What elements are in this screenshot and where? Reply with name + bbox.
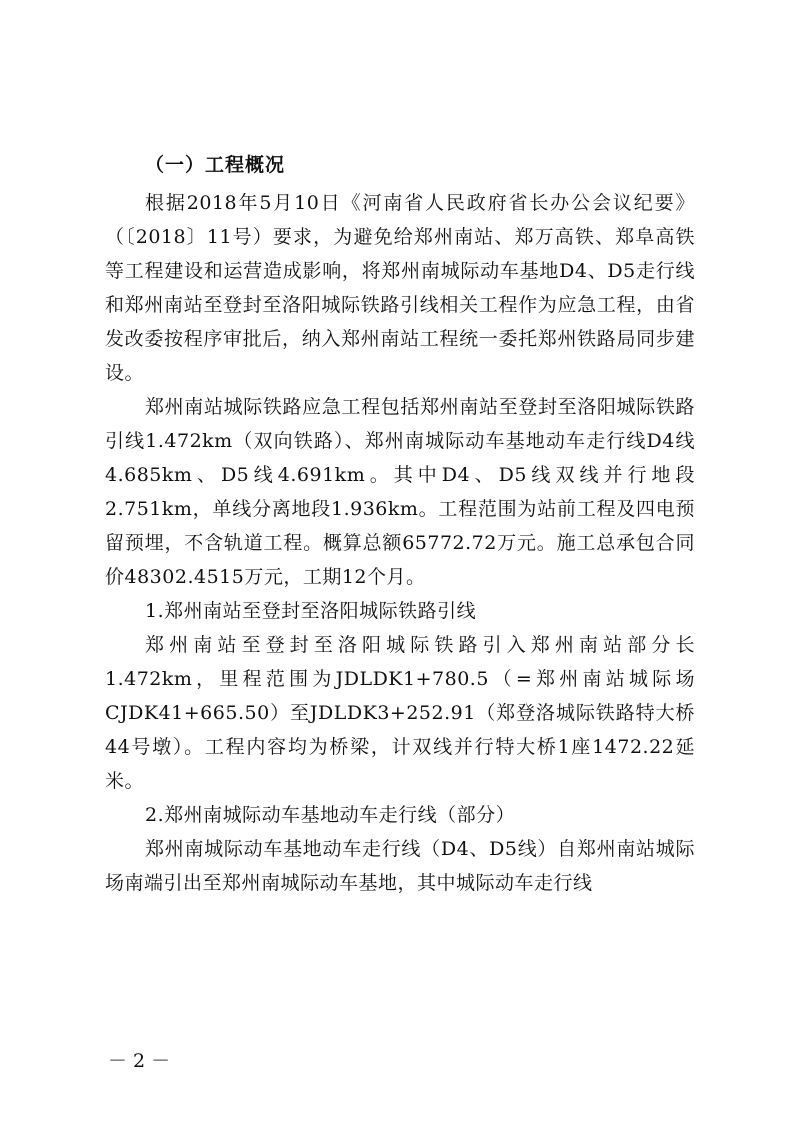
subsection-heading-2: 2.郑州南城际动车基地动车走行线（部分）: [145, 804, 516, 826]
subsection-body-1: 郑州南站至登封至洛阳城际铁路引入郑州南站部分长1.472km，里程范围为JDLDK1+780.5（=郑州南站城际场CJDK41+665.50）至JDLDK3+252.91（郑登洛城际铁路特大桥44号墩）。工程内容均为桥梁，计双线并行特大桥1座1472.22延米。: [105, 634, 695, 792]
section-heading: （一）工程概况: [145, 154, 286, 176]
subsection-body-2: 郑州南城际动车基地动车走行线（D4、D5线）自郑州南站城际场南端引出至郑州南城际动车基地，其中城际动车走行线: [105, 838, 695, 894]
page-number: －2－: [108, 1050, 177, 1072]
subsection-heading-1: 1.郑州南站至登封至洛阳城际铁路引线: [145, 600, 477, 622]
paragraph-background: 根据2018年5月10日《河南省人民政府省长办公会议纪要》（〔2018〕11号）要求，为避免给郑州南站、郑万高铁、郑阜高铁等工程建设和运营造成影响，将郑州南城际动车基地D4、D5走行线和郑州南站至登封至洛阳城际铁路引线相关工程作为应急工程，由省发改委按程序审批后，纳入郑州南站工程统一委托郑州铁路局同步建设。: [105, 192, 695, 384]
paragraph-scope: 郑州南站城际铁路应急工程包括郑州南站至登封至洛阳城际铁路引线1.472km（双向铁路）、郑州南城际动车基地动车走行线D4线4.685km、D5线4.691km。其中D4、D5线双线并行地段2.751km，单线分离地段1.936km。工程范围为站前工程及四电预留预埋，不含轨道工程。概算总额65772.72万元。施工总承包合同价48302.4515万元，工期12个月。: [105, 396, 695, 588]
document-body: [105, 152, 695, 900]
